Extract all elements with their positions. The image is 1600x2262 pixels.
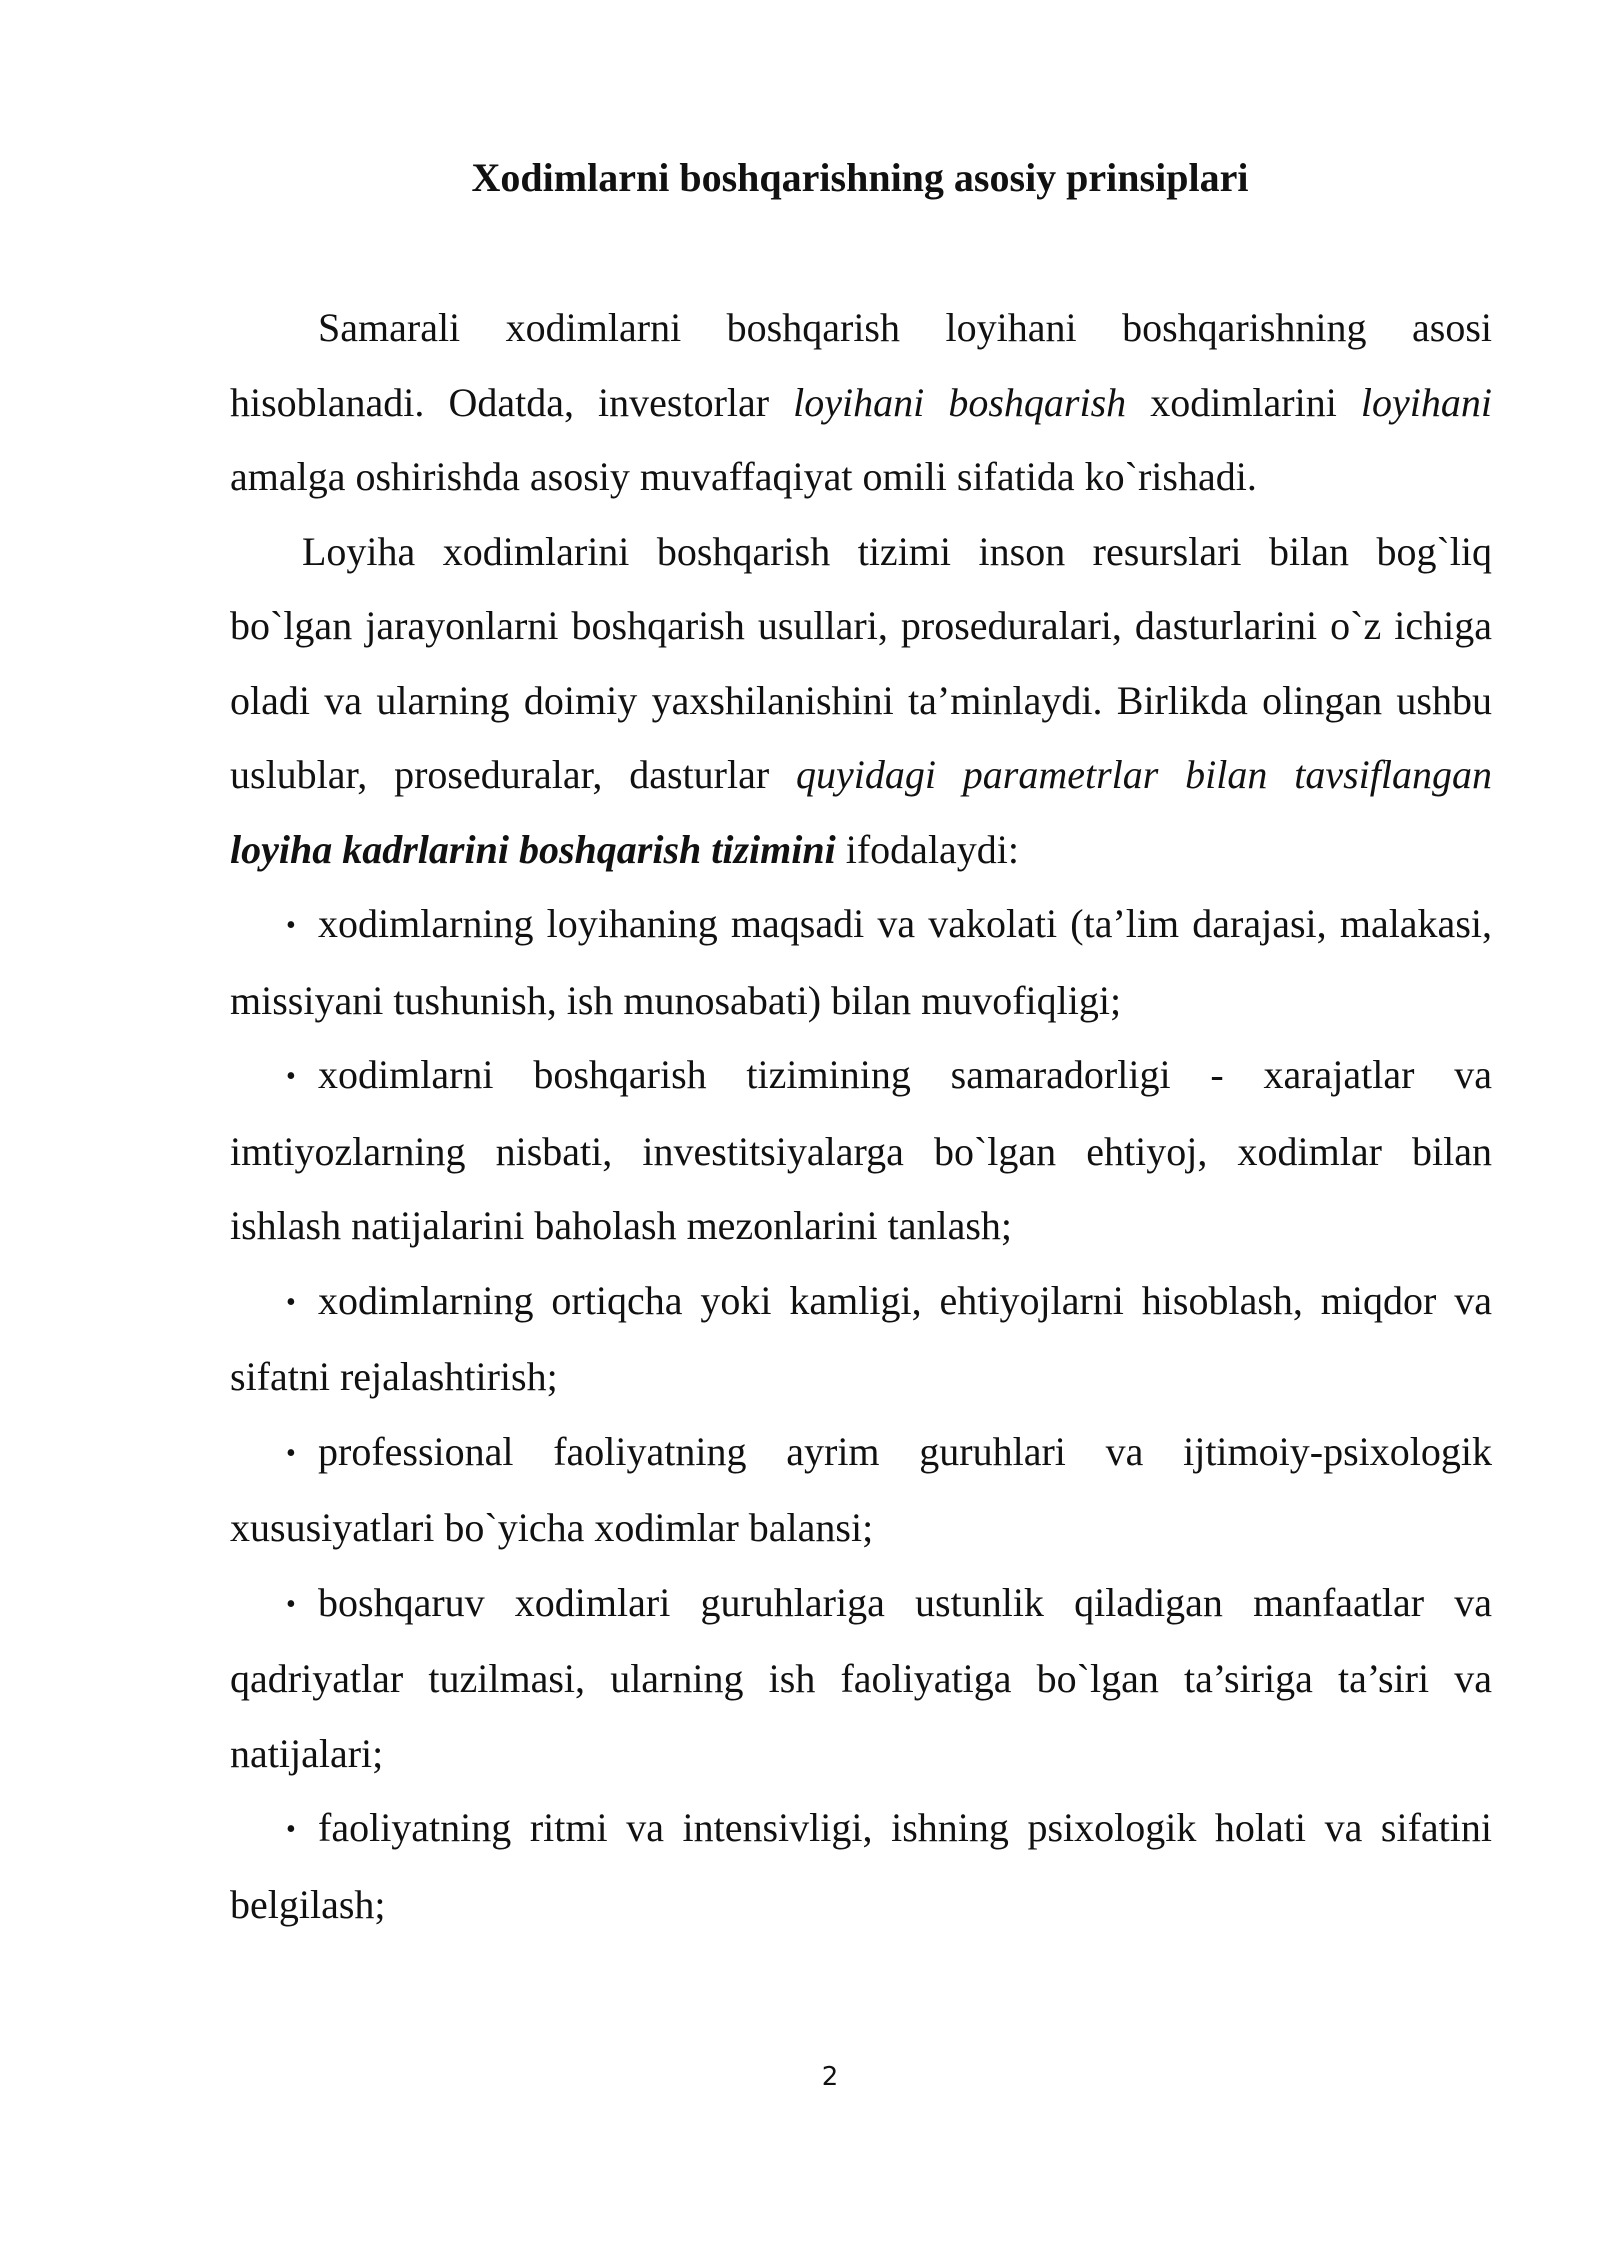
list-item (230, 1415, 1492, 1566)
bullet-icon: • (286, 1286, 296, 1318)
document-title: Xodimlarni boshqarishning asosiy prinsiplari (471, 155, 1249, 200)
italic-phrase: loyihani (1360, 379, 1492, 425)
italic-phrase: quyidagi parametrlar bilan tavsiflangan (795, 752, 1492, 797)
bullet-icon: • (286, 1814, 296, 1845)
paragraph-text: ifodalaydi: (835, 826, 1020, 872)
paragraph-text: amalga oshirishda asosiy muvaffaqiyat omili sifatida ko`rishadi. (230, 454, 1257, 499)
list-item (230, 1566, 1492, 1792)
list-item (230, 1791, 1492, 1942)
paragraph-system (230, 515, 1492, 888)
bullet-icon: • (286, 1061, 296, 1092)
list-item (230, 1038, 1492, 1264)
paragraph-text: Loyiha xodimlarini boshqarish tizimi inson resurslari bilan bog`liq bo`lgan jarayonlarni boshqarish usullari, proseduralari, dasturlarini o`z ichiga oladi va ularning doimiy yaxshilanishini ta’minlaydi. Birlikda olingan ushbu uslublar, proseduralar, dasturlar (230, 528, 1492, 797)
document-body (230, 291, 1492, 1942)
list-item-text: xodimlarni boshqarish tizimining samaradorligi - xarajatlar va imtiyozlarning nisbati, investitsiyalarga bo`lgan ehtiyoj, xodimlar bilan ishlash natijalarini baholash mezonlarini tanlash; (230, 1052, 1492, 1248)
list-item-text: boshqaruv xodimlari guruhlariga ustunlik qiladigan manfaatlar va qadriyatlar tuzilmasi, ularning ish faoliyatiga bo`lgan ta’siriga ta’siri va natijalari; (230, 1579, 1492, 1776)
paragraph-text: Samarali xodimlarni boshqarish loyihani boshqarishning asosi hisoblanadi. Odatda, investorlar (230, 305, 1492, 425)
page-number: 2 (821, 2062, 839, 2092)
paragraph-intro (230, 291, 1492, 515)
list-item-text: xodimlarning ortiqcha yoki kamligi, ehtiyojlarni hisoblash, miqdor va sifatni rejalashtirish; (230, 1277, 1492, 1399)
paragraph-text: xodimlarini (1126, 379, 1361, 425)
bullet-icon: • (286, 1437, 296, 1469)
bold-italic-phrase: loyiha kadrlarini boshqarish tizimini (230, 826, 836, 872)
list-item-text: professional faoliyatning ayrim guruhlari va ijtimoiy-psixologik xususiyatlari bo`yicha xodimlar balansi; (230, 1428, 1492, 1550)
bullet-icon: • (286, 1588, 296, 1620)
italic-phrase: loyihani boshqarish (793, 379, 1127, 425)
list-item-text: faoliyatning ritmi va intensivligi, ishning psixologik holati va sifatini belgilash; (230, 1805, 1492, 1927)
list-item (230, 887, 1492, 1038)
list-item-text: xodimlarning loyihaning maqsadi va vakolati (ta’lim darajasi, malakasi, missiyani tushunish, ish munosabati) bilan muvofiqligi; (230, 901, 1492, 1023)
list-item (230, 1264, 1492, 1415)
bullet-icon: • (286, 910, 296, 941)
